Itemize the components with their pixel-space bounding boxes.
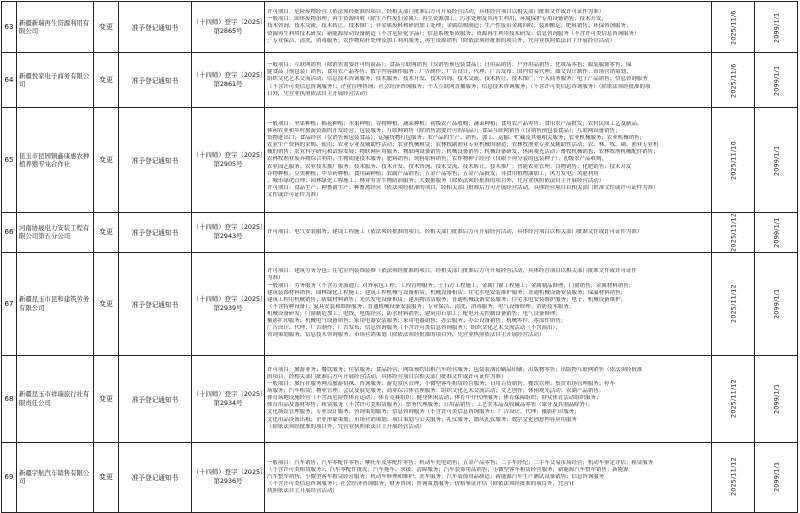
table-row: [2, 108, 798, 213]
business-scope-line: 一般项目：坚果种植；棉花种植；水果种植；谷物种植；蔬菜种植；初级农产品收购；蔬菜种植；食用农产品零售；食用农产品批发；农村民间工艺及制品、: [267, 120, 643, 127]
row-number: 67: [2, 252, 17, 355]
valid-until-date: 2099/1/1: [755, 213, 798, 253]
change-type: 变更: [94, 355, 119, 442]
change-type: 变更: [94, 53, 119, 108]
company-name: 新疆悦家电子商务有限公司: [17, 53, 94, 108]
table-row: [2, 53, 798, 108]
business-scope-line: 一般项目：汽车销售；汽车零配件零售；摩托车及零配件零售；机动车充电销售；五金产品零售；二手车经纪；二手车交易市场经营；机动车鉴定评估；租赁服务: [267, 459, 654, 466]
business-scope-line: 体育场地设施经营（不含高危险性体育运动）；体育竞赛组织；健身休闲活动；体育中介代理服务；体育保障组织；群众体育活动组织服务；: [267, 395, 602, 402]
table-row: [2, 442, 798, 512]
decision-date: 2025/11/12: [712, 442, 755, 512]
business-scope-line: 执照依法自主开展经营活动）: [267, 487, 338, 494]
business-scope-line: 械的销售；农业科学研究和试验发展；物联网应用服务；物联网设备销售；机械设备销售；机械设备研发；休闲观光活动；畜牧机械销售；农林牧渔机械配件销售；: [267, 149, 659, 156]
business-scope: [265, 442, 712, 512]
business-scope-line: 许可项目：食品生产；种畜禽生产；种畜禽经营（依法须经批准的项目，经相关部门批准后方可开展经营活动，具体经营项目以相关部门批准文件或许可证件为准）: [267, 184, 659, 191]
business-scope-line: （不含特种设备）；家具安装和维修服务；普通机械设备安装服务；专业保洁、清洗、消毒服务；电气设备修理；消防技术服务；: [267, 303, 575, 310]
business-scope-line: 一般项目：劳务服务（不含劳务派遣）；对外承包工程；工程管理服务；土石方工程施工；金属门窗工程施工；金属制品修理；门窗销售；金属材料销售；: [267, 282, 635, 289]
business-scope-line: 许可项目：旅游业务；餐饮服务；住宿服务；食品经营；网络预约出租汽车经营服务；包装装潢印刷品印刷；出版物零售；出版物互联网销售（依法须经批准: [267, 366, 643, 373]
table-body: [2, 2, 798, 513]
document-type: 准予登记通知书: [119, 252, 192, 355]
business-scope-line: 目外，凭营业执照依法自主开展经营活动）: [267, 90, 371, 97]
decision-date: 2025/11/6: [712, 2, 755, 53]
table-row: [2, 252, 798, 355]
company-name: 昆玉市昆园镇鑫康惠农种植养殖专业合作社: [17, 108, 94, 213]
change-type: 变更: [94, 213, 119, 253]
row-number: 63: [2, 2, 17, 53]
business-scope-line: 许可项目：危险废物经营（依法须经批准的项目，经相关部门批准后方可开展经营活动，具体经营项目以相关部门批准文件或许可证件为准）: [267, 9, 605, 16]
change-type: 变更: [94, 442, 119, 512]
table-row: [2, 213, 798, 253]
business-scope-line: 咨询策划服务；信息技术咨询服务；市场营销策划（除依法须经批准的项目外，凭营业执照依法自主开展经营活动）: [267, 332, 545, 339]
business-scope-line: 休闲农业和乡村旅游资源的开发经营；包装服务；互联网销售（除销售需要许可的商品）；食品互联网销售（仅销售预包装食品）；互联网设备销售；: [267, 128, 621, 135]
registration-number: （十四师）登字〔2025〕第2905号: [192, 108, 265, 213]
business-scope-line: 机械设备研发；门窗制造加工；电线、电缆经营；防水材料销售；建筑用石加工；配电开关控制设备销售；电气设备修理；: [267, 310, 561, 317]
business-scope-line: 文化用品设备出租；企业形象策划；市场营销策划；项目策划与公关服务；礼仪服务；婚庆礼仪服务；数字文化创意内容应用服务: [267, 416, 577, 423]
valid-until-date: 2099/1/1: [755, 442, 798, 512]
valid-until-date: 2099/1/1: [755, 2, 798, 53]
business-scope-line: 农林牧渔业废弃物综合利用；生物质能技术服务；肥料销售；饲料原料销售；农作物种子经营（仅限不再分装的包装种子）；初级农产品收购；: [267, 156, 607, 163]
business-scope-line: （不含许可类租赁服务）；汽车零配件批发；汽车拖车、求援、清障服务；汽车装饰用品销售；小微型客车租赁经营服务；新能源汽车整车销售；新能源: [267, 466, 629, 473]
document-type: 准予登记通知书: [119, 53, 192, 108]
business-scope-line: （不含许可类信息咨询服务）；社会经济咨询服务；财务咨询；咨询策划服务；价格鉴证评估（除依法须经批准的项目外，凭营业: [267, 480, 575, 487]
decision-date: 2025/11/12: [712, 252, 755, 355]
registration-number: （十四师）登字〔2025〕第2943号: [192, 213, 265, 253]
business-scope-line: 货物进出口；食品经营（仅销售预包装食品）；运输货物打包服务；农产品的生产、销售、加工、运输、贮藏及其他相关服务；农业机械服务；农业机械销售；: [267, 135, 645, 142]
business-scope-line: 许可项目：建筑劳务分包；住宅室内装饰装修（依法须经批准的项目，经相关部门批准后方可开展经营活动，具体经营项目以相关部门批准文件或许可证件: [267, 268, 637, 275]
business-scope: [265, 252, 712, 355]
business-scope-line: （除依法须经批准的项目外，凭营业执照依法自主开展经营活动）: [267, 423, 425, 430]
business-scope-line: 农业园艺服务；农业技术推广服务；技术服务、技术开发、技术咨询、技术交流、技术转让、技术推广；智能农业管理；谷物销售；化肥销售；技术开发: [267, 163, 632, 170]
business-scope: [265, 213, 712, 253]
change-type: 变更: [94, 108, 119, 213]
change-type: 变更: [94, 252, 119, 355]
company-name: 新疆昆玉市昆和建筑劳务有限公司: [17, 252, 94, 355]
business-scope: [265, 355, 712, 442]
valid-until-date: 2099/1/1: [755, 355, 798, 442]
business-scope: [265, 2, 712, 53]
decision-date: 2025/11/10: [712, 108, 755, 213]
decision-date: 2025/11/6: [712, 53, 755, 108]
registration-number: （十四师）登字〔2025〕第2861号: [192, 53, 265, 108]
row-number: 64: [2, 53, 17, 108]
registration-table: [1, 1, 798, 497]
document-type: 准予登记通知书: [119, 213, 192, 253]
business-scope-line: 技术咨询，技术交流，技术转让，技术推广；非金属废料和碎屑加工处理；金属结构制造；生产性废旧金属回收；装卸搬运；肥料销售；环保咨询服务；: [267, 23, 632, 30]
registration-number: （十四师）登字〔2025〕第2936号: [192, 442, 265, 512]
decision-date: 2025/11/12: [712, 355, 755, 442]
company-name: 新疆宇航汽车销售有限公司: [17, 442, 94, 512]
valid-until-date: 2099/1/1: [755, 252, 798, 355]
business-scope: [265, 53, 712, 108]
business-scope-line: 健食品（预包装）销售；食用农产品零售；数字内容制作服务；广告制作；广告设计、代理；广告发布；国内贸易代理；图文设计制作；市场营销策划；: [267, 69, 632, 76]
business-scope-line: 广告设计、代理；广告制作；广告发布；信息咨询服务（不含许可类信息咨询服务）；组织文化艺术交流活动（不含演出）；: [267, 325, 561, 332]
business-scope-line: 文化场馆管理服务；专业设计服务；咨询策划服务；信息咨询服务（不含许可类信息咨询服务）；广告设计、代理；摄影扩印服务；: [267, 409, 580, 416]
business-scope-line: 资源再生利用技术研发；新能源原动设备制造（不含危险化学品）；信息系统集成服务；资源再生利用技术研发；信息咨询服务（不含许可类信息咨询服务）: [267, 30, 640, 37]
document-type: 准予登记通知书: [119, 2, 192, 53]
decision-date: 2025/11/12: [712, 213, 755, 253]
business-scope-line: 一般项目：互联网销售（除销售需要许可的商品）；食品互联网销售（仅销售预包装食品）；日用品销售；户外用品销售；化妆品零售；服装服饰零售；保: [267, 62, 632, 69]
business-scope-line: 组织文化艺术交流活动；信息技术咨询服务；技术服务、技术开发、技术咨询、技术交流、技术转让、技术推广；个人商务服务；电子产品销售；信息咨询服务: [267, 76, 648, 83]
row-number: 68: [2, 355, 17, 442]
business-scope-line: （不含许可类信息咨询服务）；企业管理咨询；社会经济咨询服务；个人互联网直播服务；信息技术咨询服务；（不含许可类信息咨询服务）（除依法须经批准的项: [267, 83, 651, 90]
business-scope-line: 为准）: [267, 275, 284, 282]
document-type: 准予登记通知书: [119, 108, 192, 213]
company-name: 新疆新瑞再生资源利用有限公司: [17, 2, 94, 53]
business-scope-line: ；专业保洁、清洗、消毒服务；农作物秸秆处理及加工利用服务；再生资源销售（除依法须经批准的项目外，凭营业执照依法自主开展经营活动）: [267, 37, 616, 44]
valid-until-date: 2099/1/1: [755, 53, 798, 108]
business-scope-line: 建筑装饰材料销售；园林绿化工程施工；建筑工程机械与设备租赁；机械设备租赁；住宅水电安装维护服务；普通机械设备安装服务；保温材料销售；: [267, 289, 626, 296]
table-row: [2, 355, 798, 442]
business-scope: [265, 108, 712, 213]
document-type: 准予登记通知书: [119, 442, 192, 512]
business-scope-line: 场服务；汽车租赁；物业管理；会议及展览服务；商业综合体管理服务；组织文化艺术交流活动；文艺创作；休闲观光活动；农副产品销售；: [267, 388, 605, 395]
business-scope-line: 一般项目：旅行社服务网点旅游招徕、咨询服务；游览景区管理；小微型客车租赁经营服务；日用百货销售；餐饮管理；集贸市场管理服务；停车: [267, 381, 616, 388]
business-scope-line: ；城市绿化管理；园林绿化工程施工；林业有害生物防治服务；大数据服务（除依法须经批准的项目外，凭营业执照依法自主开展经营活动）: [267, 177, 605, 184]
row-number: 66: [2, 213, 17, 253]
change-type: 变更: [94, 2, 119, 53]
business-scope-line: 许可项目：电气安装服务；建设工程施工（依法须经批准的项目，经相关部门批准后方可开展经营活动，具体经营项目以相关部门批准文件或许可证件为准）: [267, 228, 643, 235]
table-row: [2, 2, 798, 53]
registration-number: （十四师）登字〔2025〕第2939号: [192, 252, 265, 355]
registration-number: （十四师）登字〔2025〕第2934号: [192, 355, 265, 442]
business-scope-line: 农业生产资料的采购、使用；农业专业及辅助性活动；农业机械租赁；农林牧副渔业专业机械的制造；农林牧渔业专业及辅助性活动；农、林、牧、副、渔业专业机: [267, 142, 659, 149]
business-scope-line: 建筑工程用机械销售；防腐材料销售；光伏发电设备租赁；建筑物清洁服务；普通机械设备安装服务；住宅水电安装维护服务；电子、机械设备维护；: [267, 296, 626, 303]
company-name: 河南协晟电力安装工程有限公司第五分公司: [17, 213, 94, 253]
row-number: 69: [2, 442, 17, 512]
business-scope-line: 汽车整车销售；小微型客车租赁经营服务；机动车修理和维护；洗车服务；汽车装饰用品制造；新能源汽车生产测试设备销售；信息咨询服务: [267, 473, 605, 480]
registration-number: （十四师）登字〔2025〕第2865号: [192, 2, 265, 53]
business-scope-line: 的项目，经相关部门批准后方可开展经营活动，具体经营项目以相关部门批准文件或许可证件为准）: [267, 374, 507, 381]
row-number: 65: [2, 108, 17, 213]
company-name: 新疆昆玉市祥瑞旅行社有限责任公司: [17, 355, 94, 442]
document-type: 准予登记通知书: [119, 355, 192, 442]
business-scope-line: 一般项目：固体废物治理；再生资源回收（除生产性废旧金属）；再生资源加工；污水处理及其再生利用；环境保护专用设备销售；技术开发，: [267, 16, 607, 23]
business-scope-line: 体育用品及器材零售；租赁服务（不含许可类租赁服务）；票务代理服务；日用品销售；工艺美术品及收藏品零售（象牙及其制品除外）；: [267, 402, 594, 409]
business-scope-line: 谷物种植；豆类种植；中草药种植；食用菌种植；农副产品销售；五金产品零售；五金产品批发；非食用植物油加工；风力发电；风能利用: [267, 170, 599, 177]
business-scope-line: 摄影扩印服务；机械电气设备销售；家用电器安装服务；家用电器销售；办公服务；办公设备销售；机械零件、零部件销售；: [267, 318, 567, 325]
valid-until-date: 2099/1/1: [755, 108, 798, 213]
business-scope-line: 文件或许可证件为准）: [267, 191, 322, 198]
